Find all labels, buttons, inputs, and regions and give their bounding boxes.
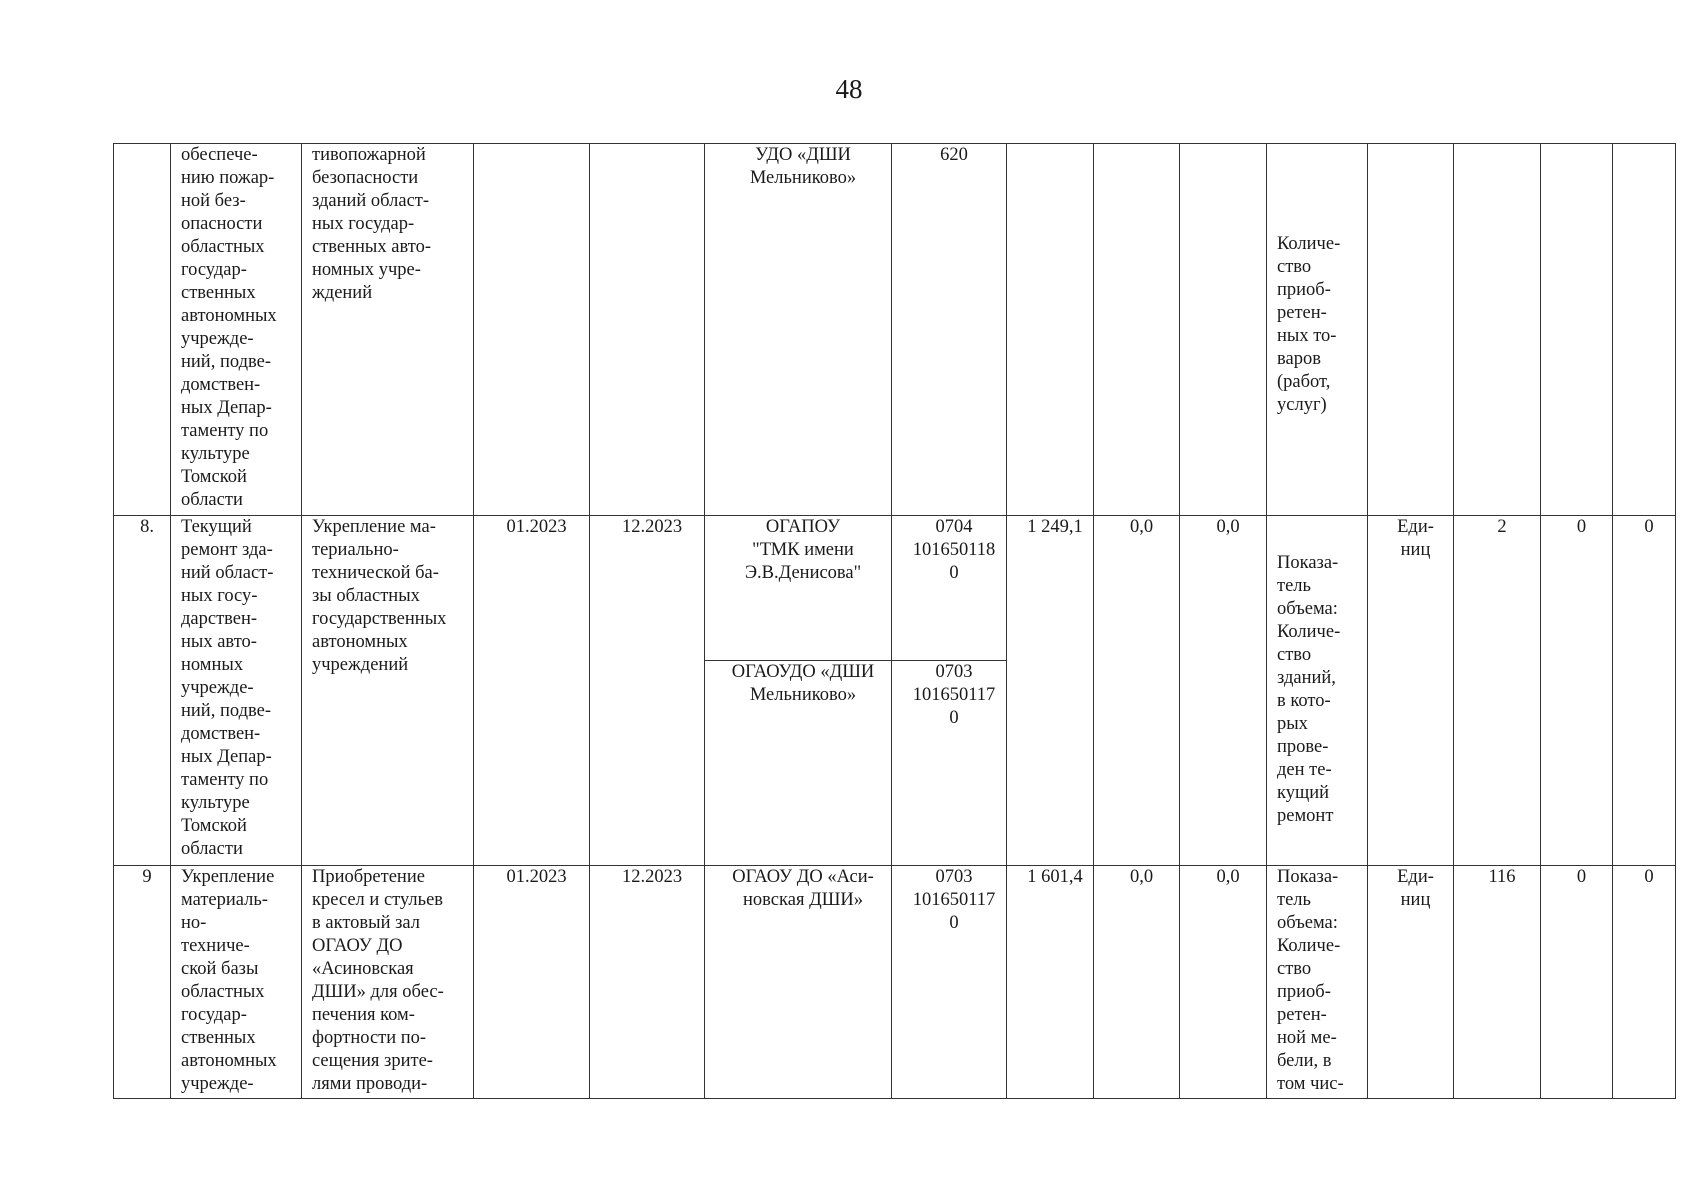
cell-task: Укрепление материаль- но- техниче- ской базы областных государ- ственных автономных учрежде- [171, 866, 302, 1099]
cell-executor: ОГАОУ ДО «Аси- новская ДШИ» [705, 866, 892, 1099]
cell-executor: ОГАОУДО «ДШИ Мельниково» [705, 661, 892, 866]
cell-indicator: Показа- тель объема: Количе- ство зданий, в кото- рых прове- ден те- кущий ремонт [1267, 516, 1368, 866]
page-number: 48 [835, 74, 863, 104]
cell-task: обеспече- нию пожар- ной без- опасности областных государ- ственных автономных учрежде- ний, подве- домствен- ных Депар- таменту по культуре Томской области [171, 144, 302, 516]
cell-task: Текущий ремонт зда- ний област- ных госу- дарствен- ных авто- номных учрежде- ний, подве- домствен- ных Депар- таменту по культуре Томской области [171, 516, 302, 866]
cell-q2: 0 [1541, 516, 1613, 866]
cell-num: 9 [114, 866, 171, 1099]
cell-q1: 116 [1454, 866, 1541, 1099]
cell-executor: ОГАПОУ "ТМК имени Э.В.Денисова" [705, 516, 892, 661]
cell-v2 [1180, 144, 1267, 516]
table-row [114, 516, 1676, 661]
cell-num: 8. [114, 516, 171, 866]
cell-unit: Еди- ниц [1368, 516, 1454, 866]
cell-event: тивопожарной безопасности зданий област- ных государ- ственных авто- номных учре- ждений [302, 144, 474, 516]
program-table [113, 143, 1676, 1099]
cell-q1 [1454, 144, 1541, 516]
cell-q3 [1613, 144, 1676, 516]
cell-start: 01.2023 [474, 866, 590, 1099]
cell-sum: 1 249,1 [1007, 516, 1094, 866]
cell-v1 [1094, 144, 1180, 516]
cell-q2 [1541, 144, 1613, 516]
cell-unit [1368, 144, 1454, 516]
cell-code: 0703 101650117 0 [892, 866, 1007, 1099]
cell-q1: 2 [1454, 516, 1541, 866]
cell-q3: 0 [1613, 516, 1676, 866]
cell-event: Укрепление ма- териально- технической ба- зы областных государственных автономных учреждений [302, 516, 474, 866]
cell-indicator: Количе- ство приоб- ретен- ных то- варов (работ, услуг) [1267, 144, 1368, 516]
cell-v2: 0,0 [1180, 866, 1267, 1099]
table-row [114, 866, 1676, 1099]
cell-q3: 0 [1613, 866, 1676, 1099]
cell-start: 01.2023 [474, 516, 590, 866]
cell-end [590, 144, 705, 516]
table-row [114, 144, 1676, 516]
cell-v1: 0,0 [1094, 866, 1180, 1099]
cell-code: 620 [892, 144, 1007, 516]
cell-unit: Еди- ниц [1368, 866, 1454, 1099]
cell-end: 12.2023 [590, 866, 705, 1099]
cell-sum [1007, 144, 1094, 516]
cell-executor: УДО «ДШИ Мельниково» [705, 144, 892, 516]
cell-v2: 0,0 [1180, 516, 1267, 866]
cell-q2: 0 [1541, 866, 1613, 1099]
cell-indicator: Показа- тель объема: Количе- ство приоб- ретен- ной ме- бели, в том чис- [1267, 866, 1368, 1099]
cell-num [114, 144, 171, 516]
cell-code: 0703 101650117 0 [892, 661, 1007, 866]
cell-event: Приобретение кресел и стульев в актовый зал ОГАОУ ДО «Асиновская ДШИ» для обес- печения ком- фортности по- сещения зрите- лями проводи- [302, 866, 474, 1099]
cell-start [474, 144, 590, 516]
cell-code: 0704 101650118 0 [892, 516, 1007, 661]
cell-v1: 0,0 [1094, 516, 1180, 866]
cell-end: 12.2023 [590, 516, 705, 866]
cell-sum: 1 601,4 [1007, 866, 1094, 1099]
